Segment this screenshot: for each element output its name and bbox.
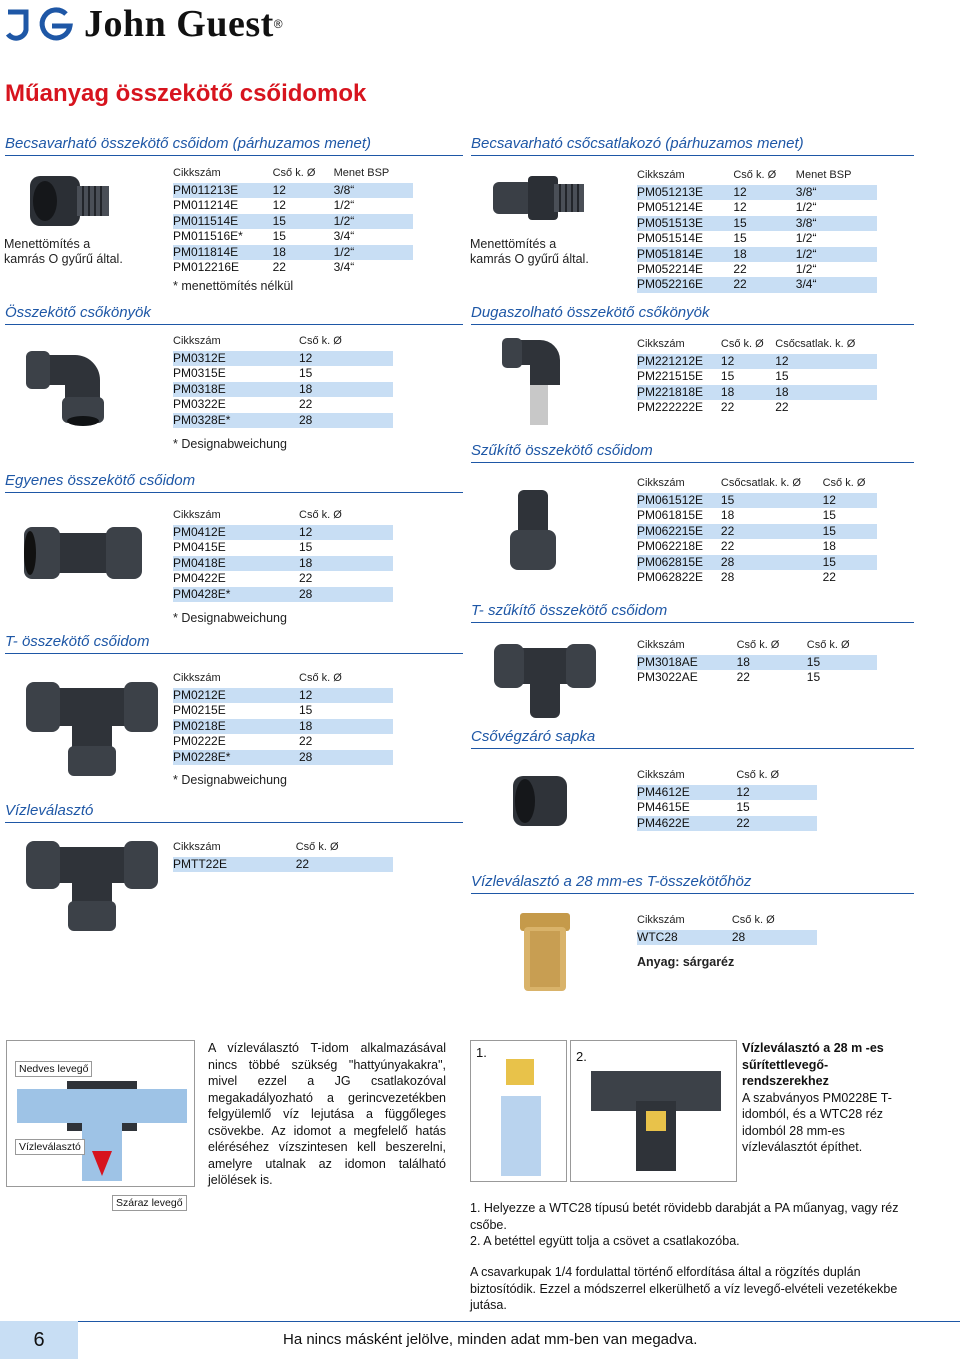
straight-connector-image: [18, 505, 148, 595]
table-cell: PM0222E: [173, 734, 226, 749]
brand-name: John Guest: [84, 3, 274, 45]
table-cell: 15: [299, 366, 313, 381]
table-row: [173, 413, 393, 428]
table-elbow: [173, 334, 393, 428]
separator-diagram: [6, 1040, 195, 1187]
table-row: [173, 183, 413, 198]
table-cell: PM012216E: [173, 260, 240, 275]
table-cell: 1/2“: [796, 247, 877, 262]
table-cell: PM221515E: [637, 369, 704, 384]
table-tee: [173, 671, 393, 765]
table-cell: 15: [272, 229, 286, 244]
table-cell: PM0422E: [173, 571, 226, 586]
column-header: Cikkszám: [173, 167, 221, 179]
table-cell: 12: [721, 354, 775, 369]
table-cell: 3/4“: [333, 229, 355, 244]
instruction-2: 2. A betéttel együtt tolja a csövet a csatlakozóba.: [470, 1234, 740, 1248]
table-cell: 15: [775, 369, 789, 384]
insert-step-icon: [471, 1041, 566, 1181]
table-cell: PM0322E: [173, 397, 226, 412]
plugin-elbow-image: [490, 330, 580, 430]
table-cell: 12: [299, 688, 393, 703]
table-row: [637, 247, 877, 262]
table-cell: PM051214E: [637, 200, 704, 215]
section-tee: T- összekötő csőidom: [5, 633, 463, 654]
step2-number: 2.: [576, 1049, 587, 1064]
table-cell: 1/2“: [334, 245, 413, 260]
table-cell: PM0212E: [173, 688, 299, 703]
separator-28-heading: Vízleválasztó a 28 m -es sűrítettlevegő-rendszerekhez: [742, 1041, 884, 1088]
water-separator-image: [22, 835, 162, 935]
table-cell: 15: [736, 800, 750, 815]
column-header: Csőcsatlak. k. Ø: [775, 338, 856, 350]
table-cell: 28: [732, 930, 817, 945]
page-title: Műanyag összekötő csőidomok: [5, 80, 367, 107]
section-reducer: Szűkítő összekötő csőidom: [471, 442, 914, 463]
table-cell: PM061512E: [637, 493, 721, 508]
table-cell: WTC28: [637, 930, 732, 945]
column-header: Cső k. Ø: [299, 672, 342, 684]
table-row: [173, 703, 393, 718]
table-cell: PM062215E: [637, 524, 721, 539]
column-header: Cikkszám: [637, 639, 685, 651]
table-cell: 22: [822, 570, 836, 585]
table-row: [173, 540, 393, 555]
table-cell: 12: [775, 354, 877, 369]
column-header: Cső k. Ø: [736, 769, 780, 781]
column-header: Cikkszám: [173, 672, 221, 684]
table-cell: PM221818E: [637, 385, 721, 400]
table-separator: [173, 840, 393, 872]
table-row: [173, 525, 393, 540]
table-cell: 15: [822, 508, 836, 523]
table-cell: 22: [736, 816, 817, 831]
table-cell: 22: [299, 734, 313, 749]
table-cell: PM051213E: [637, 185, 733, 200]
table-cell: 15: [823, 555, 877, 570]
table-row: [173, 229, 413, 244]
table-cell: PM4612E: [637, 785, 736, 800]
table-cell: 12: [736, 785, 817, 800]
instruction-1: 1. Helyezze a WTC28 típusú betét rövidebb darabját a PA műanyag, vagy réz csőbe.: [470, 1201, 899, 1232]
table-threaded-adapter: [637, 168, 877, 293]
separator-label: Vízleválasztó: [15, 1139, 85, 1155]
table-row: [637, 385, 877, 400]
table-cell: 18: [299, 382, 393, 397]
table-threaded-connector: [173, 166, 413, 275]
table-cell: PM0215E: [173, 703, 226, 718]
section-threaded-adapter: Becsavarható csőcsatlakozó (párhuzamos menet): [471, 135, 914, 156]
table-row: [173, 366, 393, 381]
column-header: Cső k. Ø: [822, 477, 866, 489]
jg-logo-icon: [4, 4, 74, 44]
table-cell: 28: [721, 555, 823, 570]
brand-registered: ®: [273, 17, 283, 31]
table-reducing-tee: [637, 638, 877, 686]
column-header: Menet BSP: [333, 167, 390, 179]
wtc28-brass-image: [510, 905, 580, 1000]
table-cell: PM062815E: [637, 555, 721, 570]
footer-note: Ha nincs másként jelölve, minden adat mm-ben van megadva.: [283, 1331, 698, 1348]
table-cell: PM4622E: [637, 816, 736, 831]
table-cell: 22: [720, 539, 735, 554]
table-cell: 22: [296, 857, 393, 872]
column-header: Menet BSP: [795, 169, 852, 181]
table-cell: 15: [733, 216, 795, 231]
table-cell: 15: [823, 524, 877, 539]
table-cell: 18: [299, 719, 393, 734]
column-header: Cső k. Ø: [733, 169, 777, 181]
reducer-image: [488, 480, 588, 575]
separator-28-description: A szabványos PM0228E T-idomból, és a WTC28 réz idomból 28 mm-es vízleválasztót építhet.: [742, 1090, 892, 1154]
table-cell: 15: [721, 493, 823, 508]
no-seal-note: * menettömítés nélkül: [173, 279, 294, 293]
column-header: Cikkszám: [637, 338, 685, 350]
table-cell: 28: [299, 587, 393, 602]
section-threaded-connector: Becsavarható összekötő csőidom (párhuzamos menet): [5, 135, 463, 156]
locking-note: A csavarkupak 1/4 fordulattal történő elfordítása által a rögzítés duplán biztosítódik. Ezzel a módszerrel elkerülhető a víz levegő-elvételi vezetékekbe jutása.: [470, 1265, 898, 1312]
table-row: [173, 734, 393, 749]
table-cell: 3/8“: [796, 216, 877, 231]
table-cell: 22: [733, 262, 747, 277]
brand-logo: [4, 2, 283, 46]
table-cell: PM0328E*: [173, 413, 299, 428]
table-cell: PMTT22E: [173, 857, 296, 872]
table-row: [173, 260, 413, 275]
table-row: [637, 354, 877, 369]
table-cell: 12: [272, 198, 286, 213]
table-cell: 18: [720, 508, 735, 523]
thread-seal-note: Menettömítés a kamrás O gyűrű által.: [4, 237, 123, 266]
table-cell: PM052216E: [637, 277, 733, 292]
table-row: [173, 556, 393, 571]
table-cell: PM3022AE: [637, 670, 698, 685]
table-cell: PM0312E: [173, 351, 299, 366]
table-wtc28: [637, 913, 817, 945]
table-row: [637, 800, 817, 815]
section-plugin-elbow: Dugaszolható összekötő csőkönyök: [471, 304, 914, 325]
section-elbow: Összekötő csőkönyök: [5, 304, 463, 325]
table-cell: PM0428E*: [173, 587, 299, 602]
table-row: [173, 719, 393, 734]
table-row: [173, 587, 393, 602]
elbow-image: [20, 335, 130, 430]
table-cell: PM0418E: [173, 556, 299, 571]
table-row: [173, 198, 413, 213]
reducing-tee-image: [490, 638, 600, 723]
table-cell: 1/2“: [334, 214, 413, 229]
end-cap-image: [505, 768, 575, 833]
push-step-icon: [571, 1041, 736, 1181]
table-cell: PM011213E: [173, 183, 273, 198]
table-cell: 1/2“: [795, 200, 817, 215]
table-row: [173, 214, 413, 229]
table-straight: [173, 508, 393, 602]
column-header: Cikkszám: [173, 335, 221, 347]
table-cell: 1/2“: [795, 262, 817, 277]
table-row: [637, 185, 877, 200]
dry-air-label: Száraz levegő: [112, 1195, 187, 1211]
table-cell: PM051814E: [637, 247, 733, 262]
table-row: [637, 816, 817, 831]
section-straight: Egyenes összekötő csőidom: [5, 472, 463, 493]
table-cell: 3/4“: [333, 260, 355, 275]
table-cell: PM011214E: [173, 198, 239, 213]
table-cell: 18: [775, 385, 877, 400]
column-header: Cső k. Ø: [272, 167, 316, 179]
design-note-tee: * Designabweichung: [173, 773, 287, 787]
table-row: [637, 655, 877, 670]
table-cell: 22: [299, 397, 313, 412]
instructions: [470, 1200, 920, 1250]
table-cell: PM4615E: [637, 800, 690, 815]
table-cell: PM0415E: [173, 540, 226, 555]
table-cell: 22: [721, 524, 823, 539]
design-note-elbow: * Designabweichung: [173, 437, 287, 451]
table-row: [173, 857, 393, 872]
table-cell: PM0315E: [173, 366, 226, 381]
table-cell: 1/2“: [333, 198, 355, 213]
column-header: Cső k. Ø: [295, 841, 339, 853]
table-row: [173, 382, 393, 397]
table-row: [173, 750, 393, 765]
table-row: [173, 245, 413, 260]
table-cell: PM051514E: [637, 231, 704, 246]
material-note: Anyag: sárgaréz: [637, 955, 735, 969]
table-cell: PM222222E: [637, 400, 704, 415]
table-cell: 22: [736, 670, 750, 685]
table-cell: 1/2“: [795, 231, 817, 246]
table-cell: 12: [733, 200, 747, 215]
table-cell: 18: [273, 245, 334, 260]
table-cell: 15: [806, 670, 821, 685]
table-cell: 18: [721, 385, 775, 400]
table-cell: PM052214E: [637, 262, 704, 277]
table-row: [173, 571, 393, 586]
table-cell: 12: [733, 185, 795, 200]
table-row: [173, 351, 393, 366]
step1-diagram: [470, 1040, 567, 1182]
table-cell: 18: [299, 556, 393, 571]
table-cell: PM011514E: [173, 214, 273, 229]
table-cell: PM062218E: [637, 539, 704, 554]
table-row: [637, 555, 877, 570]
table-cell: 22: [720, 400, 735, 415]
section-separator-28: Vízleválasztó a 28 mm-es T-összekötőhöz: [471, 873, 914, 894]
wet-air-label: Nedves levegő: [15, 1061, 92, 1077]
section-end-cap: Csővégzáró sapka: [471, 728, 914, 749]
column-header: Cikkszám: [637, 769, 685, 781]
table-cell: 15: [807, 655, 877, 670]
table-cell: 3/8“: [796, 185, 877, 200]
table-row: [173, 688, 393, 703]
table-row: [637, 508, 877, 523]
column-header: Cső k. Ø: [806, 639, 850, 651]
column-header: Cső k. Ø: [299, 509, 342, 521]
column-header: Cső k. Ø: [736, 639, 780, 651]
column-header: Cikkszám: [637, 914, 685, 926]
page-number: 6: [0, 1321, 78, 1359]
table-cell: PM062822E: [637, 570, 704, 585]
design-note-straight: * Designabweichung: [173, 611, 287, 625]
table-cell: 28: [299, 750, 393, 765]
table-cell: PM0228E*: [173, 750, 299, 765]
column-header: Cső k. Ø: [299, 335, 342, 347]
column-header: Cikkszám: [637, 169, 685, 181]
table-cell: 22: [272, 260, 286, 275]
thread-seal-note-2: Menettömítés a kamrás O gyűrű által.: [470, 237, 589, 266]
table-row: [637, 200, 877, 215]
table-row: [637, 524, 877, 539]
column-header: Cikkszám: [637, 477, 685, 489]
table-cell: 15: [299, 540, 313, 555]
separator-28-text: [742, 1040, 907, 1156]
tee-image: [22, 670, 162, 780]
table-cell: 18: [733, 247, 795, 262]
column-header: Cikkszám: [173, 841, 221, 853]
table-row: [637, 670, 877, 685]
column-header: Cikkszám: [173, 509, 221, 521]
table-cell: PM221212E: [637, 354, 721, 369]
table-cell: 12: [299, 525, 393, 540]
table-row: [637, 570, 877, 585]
table-cell: PM3018AE: [637, 655, 737, 670]
table-row: [637, 539, 877, 554]
table-cell: 18: [822, 539, 836, 554]
table-reducer: [637, 476, 877, 585]
table-cell: PM061815E: [637, 508, 704, 523]
section-reducing-tee: T- szűkítő összekötő csőidom: [471, 602, 914, 623]
table-cell: 22: [775, 400, 789, 415]
column-header: Cső k. Ø: [731, 914, 775, 926]
table-cell: PM051513E: [637, 216, 733, 231]
threaded-adapter-image: [488, 164, 588, 234]
table-cell: 3/4“: [796, 277, 877, 292]
separator-description: A vízleválasztó T-idom alkalmazásával nincs többé szükség "hattyúnyakakra", mivel ezzel a JG csatlakozóval megakadályozható a gerincvezetékben felgyülemlő víz lejutása a függőleges csövekbe. Az idomot a megfelelő hatás eléréséhez vízszintesen kell beszerelni, amelyre utalnak az idomon található jelölések is.: [208, 1041, 446, 1187]
table-cell: 15: [299, 703, 313, 718]
table-row: [637, 785, 817, 800]
table-row: [637, 493, 877, 508]
table-row: [637, 369, 877, 384]
section-water-separator: Vízleválasztó: [5, 802, 463, 823]
table-cell: PM011516E*: [173, 229, 243, 244]
table-end-cap: [637, 768, 817, 831]
threaded-connector-image: [25, 166, 115, 236]
table-cell: PM0218E: [173, 719, 299, 734]
table-cell: 18: [737, 655, 807, 670]
column-header: Cső k. Ø: [720, 338, 764, 350]
table-cell: 28: [720, 570, 735, 585]
table-row: [637, 216, 877, 231]
table-row: [637, 262, 877, 277]
step2-diagram: [570, 1040, 737, 1182]
table-cell: PM0412E: [173, 525, 299, 540]
table-row: [637, 277, 877, 292]
table-cell: 12: [823, 493, 877, 508]
table-cell: 28: [299, 413, 393, 428]
table-row: [637, 400, 877, 415]
table-row: [173, 397, 393, 412]
table-plugin-elbow: [637, 337, 877, 416]
column-header: Csőcsatlak. k. Ø: [720, 477, 801, 489]
table-cell: PM0318E: [173, 382, 299, 397]
table-cell: 15: [720, 369, 735, 384]
step1-number: 1.: [476, 1045, 487, 1060]
table-cell: 12: [299, 351, 393, 366]
table-cell: 22: [733, 277, 795, 292]
table-cell: 22: [299, 571, 313, 586]
table-row: [637, 231, 877, 246]
table-cell: 15: [733, 231, 747, 246]
table-cell: 12: [273, 183, 334, 198]
table-cell: 3/8“: [334, 183, 413, 198]
table-cell: PM011814E: [173, 245, 273, 260]
table-row: [637, 930, 817, 945]
table-cell: 15: [273, 214, 334, 229]
